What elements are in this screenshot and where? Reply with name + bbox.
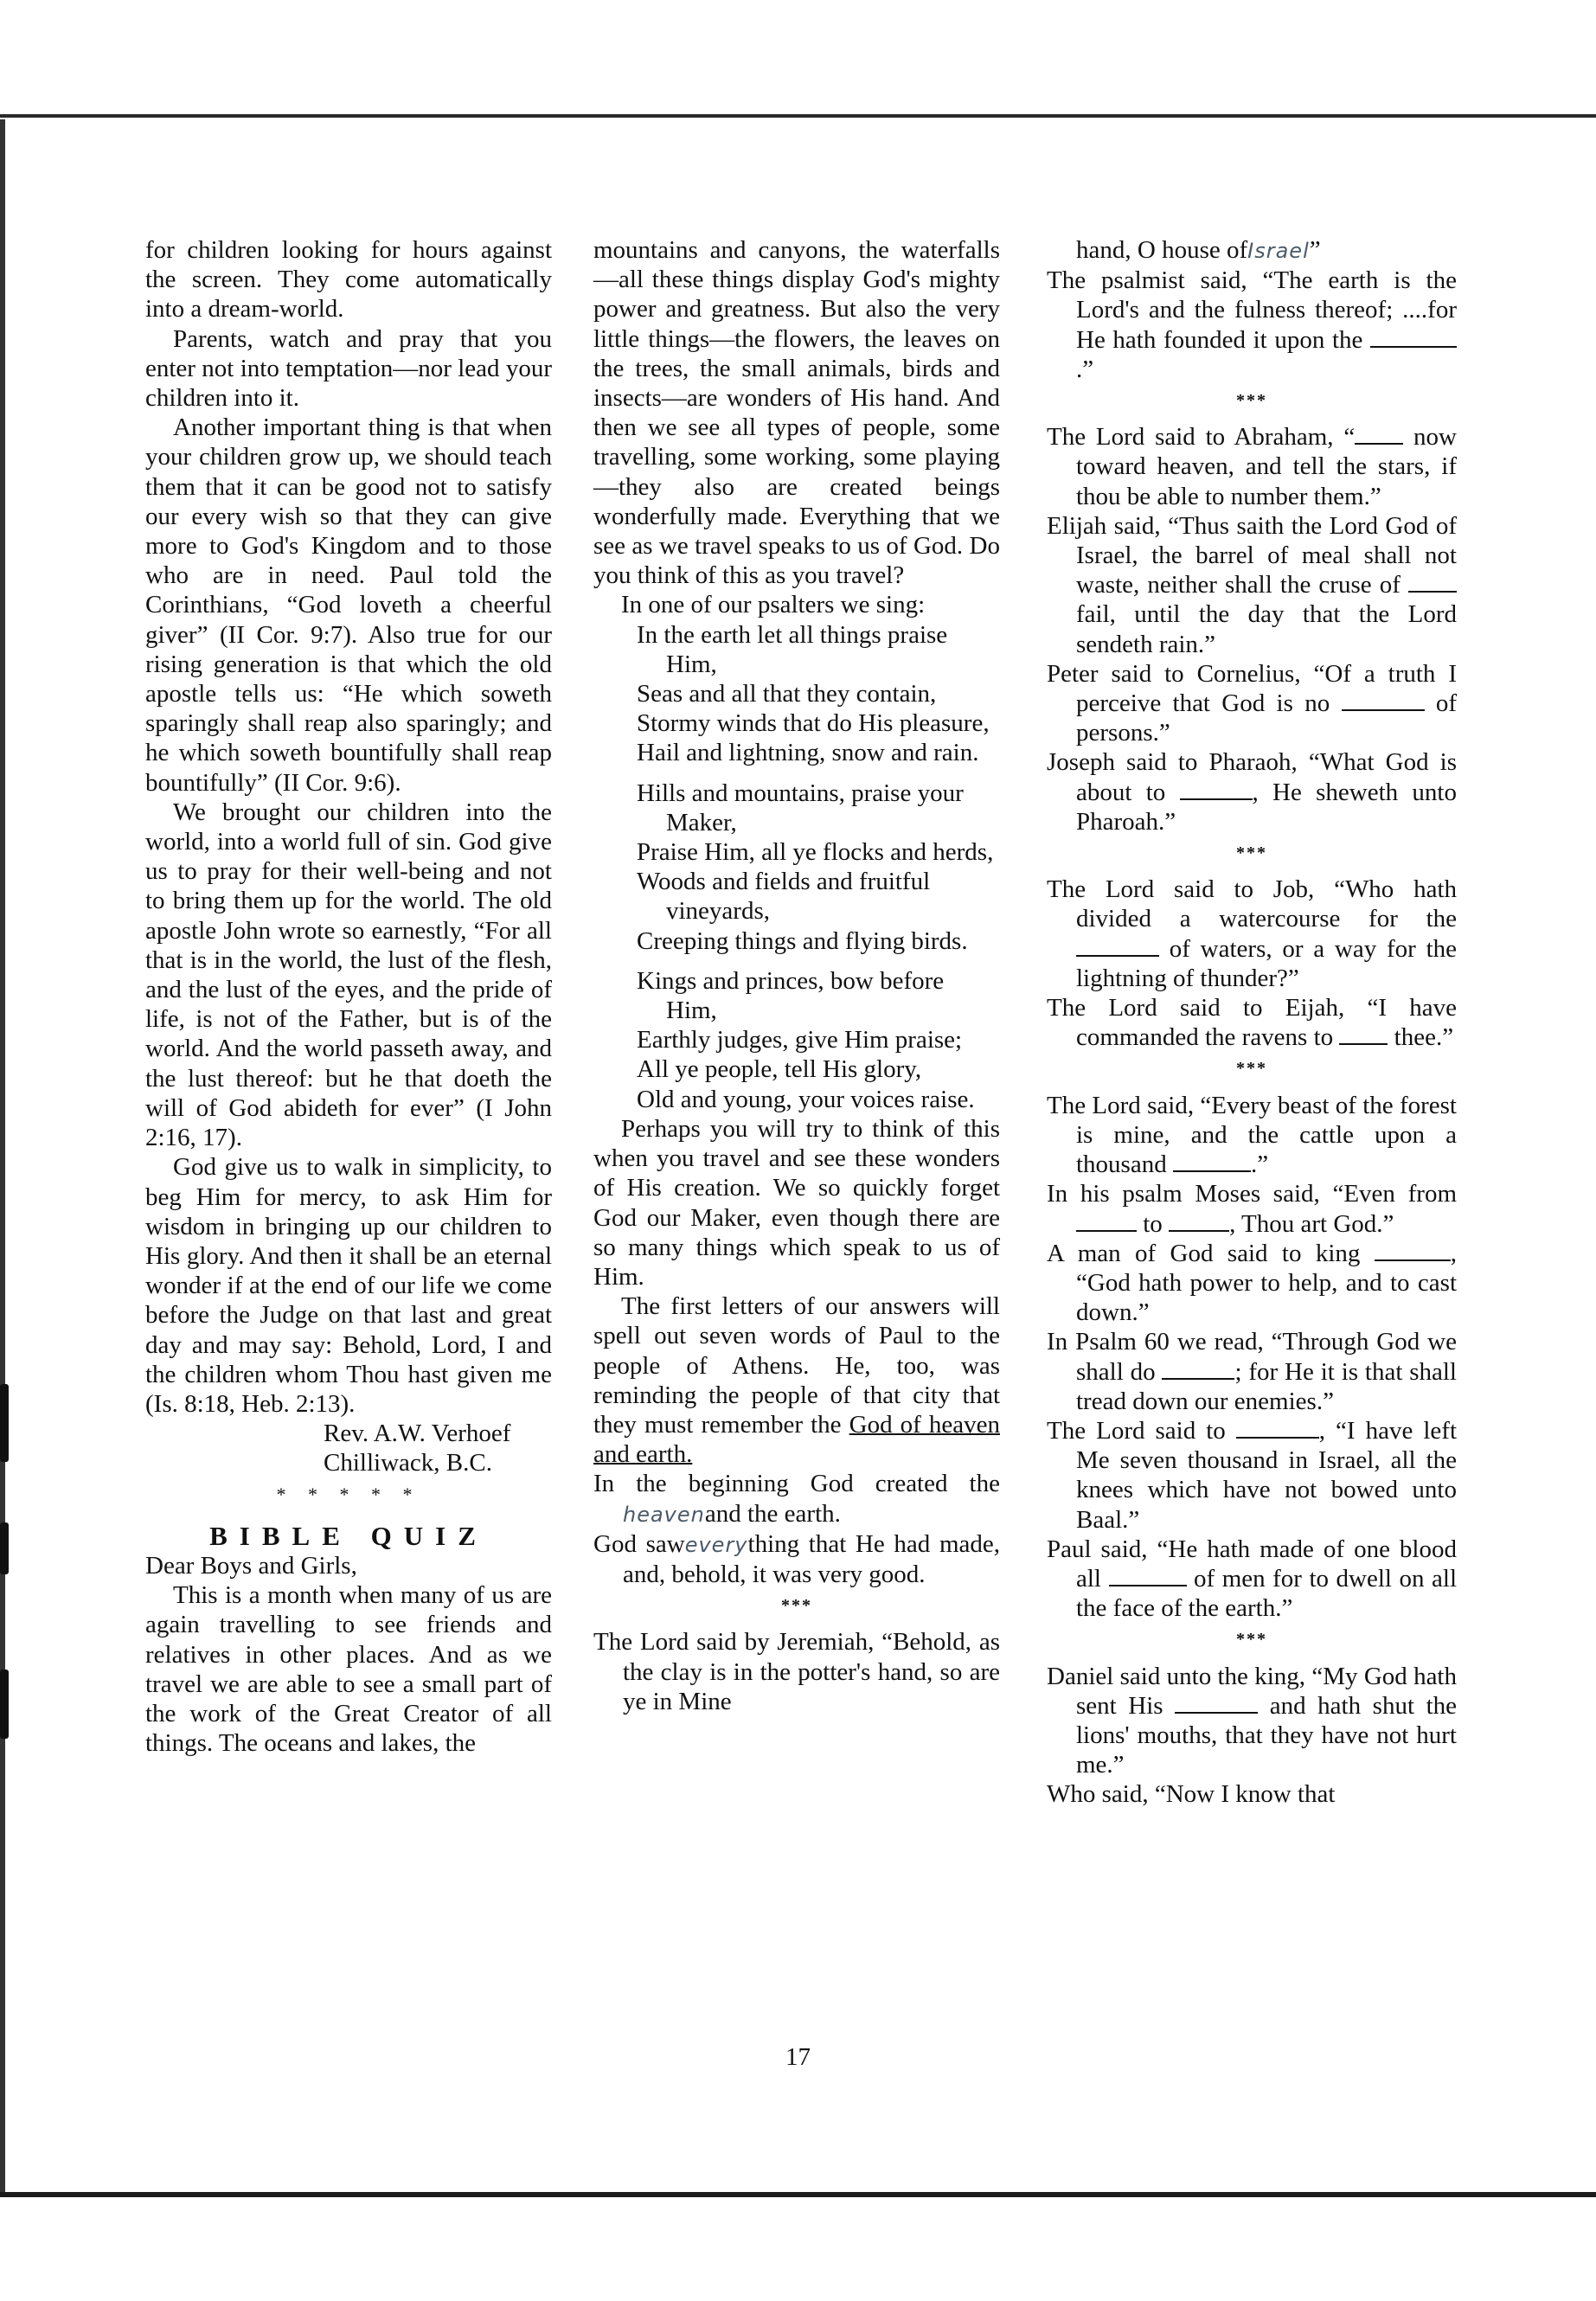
paragraph: We brought our children into the world, into a world full of sin. God give us to pray for their well-being and not to bring them up for the world. The old apostle John wrote so earnestly, “For all that is in the world, the lust of the flesh, and the lust of the eyes, and the pride of life, is not of the Father, but is of the world. And the world passeth away, and the lust thereof: but he that doeth the will of God abideth for ever” (I John 2:16, 17). (145, 798, 552, 1152)
answer-blank (1342, 689, 1425, 711)
signature-name: Rev. A.W. Verhoef (324, 1420, 511, 1448)
paragraph: This is a month when many of us are again travelling to see friends and relatives in other places. And as we travel we are able to see a small part of the work of the Great Creator of all things. The oceans and lakes, the (145, 1581, 552, 1758)
quiz-question: The Lord said to Eijah, “I have commanded the ravens to thee.” (1047, 994, 1457, 1052)
bottom-scan-border (0, 2192, 1596, 2197)
handwritten-answer: Israel (1247, 239, 1310, 263)
answer-blank (1109, 1564, 1187, 1586)
answer-blank (1408, 570, 1457, 593)
quiz-question: Joseph said to Pharaoh, “What God is about to , He sheweth unto Pharoah.” (1047, 748, 1457, 836)
greeting: Dear Boys and Girls, (145, 1551, 357, 1580)
answer-blank (1339, 1022, 1388, 1045)
paragraph: Perhaps you will try to think of this when you travel and see these wonders of His creation. We so quickly forget God our Maker, even though there are so many things which speak to us of Him. (593, 1114, 1000, 1291)
answer-blank (1169, 1209, 1229, 1232)
quiz-question-continued: hand, O house ofIsrael” (1076, 236, 1321, 264)
quiz-separator: *** (1236, 1630, 1267, 1650)
quiz-question: In the beginning God created the heavenand the earth. (593, 1470, 1000, 1528)
verse-line: Kings and princes, bow before Him, (637, 966, 945, 1025)
quiz-question: The Lord said to Job, “Who hath divided a watercourse for the of waters, or a way for the lightning of thunder?” (1047, 875, 1457, 992)
quiz-separator: *** (781, 1596, 812, 1616)
left-scan-mark (0, 1384, 9, 1462)
quiz-question: Who said, “Now I know that (1047, 1780, 1336, 1809)
column-2 (593, 235, 1000, 1716)
quiz-separator: *** (1236, 391, 1267, 411)
verse-line: All ye people, tell His glory, (637, 1055, 922, 1084)
quiz-question: A man of God said to king , “God hath power to help, and to cast down.” (1047, 1239, 1457, 1327)
answer-blank (1370, 325, 1457, 348)
paragraph: mountains and canyons, the waterfalls—all these things display God's mighty power and greatness. But also the very little things—the flowers, the leaves on the trees, the small animals, birds and insects—are wonders of His hand. And then we see all types of people, some travelling, some working, some playing—they also are created beings wonderfully made. Everything that we see as we travel speaks to us of God. Do you think of this as you travel? (593, 236, 1000, 590)
quiz-question: The psalmist said, “The earth is the Lord's and the fulness thereof; ....for He hath founded it upon the .” (1047, 266, 1457, 383)
quiz-question: Daniel said unto the king, “My God hath sent His and hath shut the lions' mouths, that they have not hurt me.” (1047, 1662, 1457, 1779)
answer-blank (1076, 934, 1159, 957)
answer-blank (1355, 422, 1403, 445)
paragraph: God give us to walk in simplicity, to beg Him for mercy, to ask Him for wisdom in bringing up our children to His glory. And then it shall be an eternal wonder if at the end of our life we come before the Judge on that last and great day and may say: Behold, Lord, I and the children whom Thou hast given me (Is. 8:18, Heb. 2:13). (145, 1153, 552, 1418)
verse-line: Hail and lightning, snow and rain. (637, 739, 979, 767)
quiz-question: In his psalm Moses said, “Even from to , Thou art God.” (1047, 1180, 1457, 1238)
quiz-title: BIBLE QUIZ (209, 1520, 488, 1551)
verse-line: Woods and fields and fruitful vineyards, (637, 868, 931, 926)
top-scan-border (0, 114, 1596, 118)
verse-line: In the earth let all things praise Him, (637, 620, 948, 678)
column-3 (1047, 235, 1457, 1810)
quiz-separator: *** (1236, 1059, 1267, 1079)
paragraph: for children looking for hours against the screen. They come automatically into a dream-world. (145, 236, 552, 324)
section-separator: * * * * * (276, 1483, 421, 1505)
signature-place: Chilliwack, B.C. (324, 1449, 492, 1477)
quiz-question: Elijah said, “Thus saith the Lord God of Israel, the barrel of meal shall not waste, neither shall the cruse of fail, until the day that the Lord sendeth rain.” (1047, 511, 1457, 658)
verse-line: Creeping things and flying birds. (637, 926, 968, 955)
column-1 (145, 235, 552, 1758)
quiz-question: The Lord said to , “I have left Me seven thousand in Israel, all the knees which have not bowed unto Baal.” (1047, 1416, 1458, 1534)
verse-line: Seas and all that they contain, (637, 680, 937, 708)
left-scan-mark (0, 1522, 9, 1574)
quiz-question: Paul said, “He hath made of one blood all of men for to dwell on all the face of the earth.” (1047, 1535, 1457, 1623)
underlined-phrase: God of heaven and earth. (593, 1410, 1000, 1469)
quiz-question: The Lord said, “Every beast of the forest is mine, and the cattle upon a thousand .” (1047, 1091, 1457, 1179)
answer-blank (1180, 778, 1253, 800)
quiz-question: The Lord said to Abraham, “ now toward heaven, and tell the stars, if thou be able to number them.” (1047, 423, 1457, 510)
answer-blank (1236, 1416, 1319, 1439)
answer-blank (1375, 1239, 1451, 1261)
verse-line: Old and young, your voices raise. (637, 1085, 975, 1113)
quiz-question: Peter said to Cornelius, “Of a truth I perceive that God is no of persons.” (1047, 659, 1457, 747)
paragraph: In one of our psalters we sing: (621, 591, 926, 619)
verse-line: Hills and mountains, praise your Maker, (637, 779, 964, 836)
answer-blank (1162, 1357, 1234, 1380)
paragraph: Parents, watch and pray that you enter not into temptation—nor lead your children into it. (145, 324, 552, 413)
handwritten-answer: heaven (623, 1502, 705, 1527)
verse-line: Praise Him, all ye flocks and herds, (637, 838, 994, 867)
quiz-question: God saweverything that He had made, and, behold, it was very good. (593, 1529, 1000, 1588)
psalter-verse (593, 620, 1000, 1114)
paragraph: Another important thing is that when your children grow up, we should teach them that it can be good not to satisfy our every wish so that they can give more to God's Kingdom and to those who are in need. Paul told the Corinthians, “God loveth a cheerful giver” (II Cor. 9:7). Also true for our rising generation is that which the old apostle tells us: “He which soweth sparingly shall reap also sparingly; and he which soweth bountifully shall reap bountifully” (II Cor. 9:6). (145, 413, 552, 797)
quiz-question: The Lord said by Jeremiah, “Behold, as the clay is in the potter's hand, so are ye in Mine (593, 1628, 1000, 1715)
handwritten-answer: every (684, 1532, 748, 1557)
paragraph: The first letters of our answers will spell out seven words of Paul to the people of Athens. He, too, was reminding the people of that city that they must remember the God of heaven and earth. (593, 1292, 1000, 1469)
left-scan-border (0, 119, 5, 2195)
page-number: 17 (785, 2043, 811, 2071)
verse-line: Stormy winds that do His pleasure, (637, 709, 990, 738)
quiz-question: In Psalm 60 we read, “Through God we shall do ; for He it is that shall tread down our enemies.” (1047, 1328, 1457, 1415)
answer-blank (1175, 1691, 1258, 1714)
verse-line: Earthly judges, give Him praise; (637, 1026, 963, 1054)
quiz-separator: *** (1236, 843, 1267, 863)
answer-blank (1173, 1150, 1251, 1172)
answer-blank (1076, 1209, 1137, 1232)
left-scan-mark (0, 1670, 9, 1739)
